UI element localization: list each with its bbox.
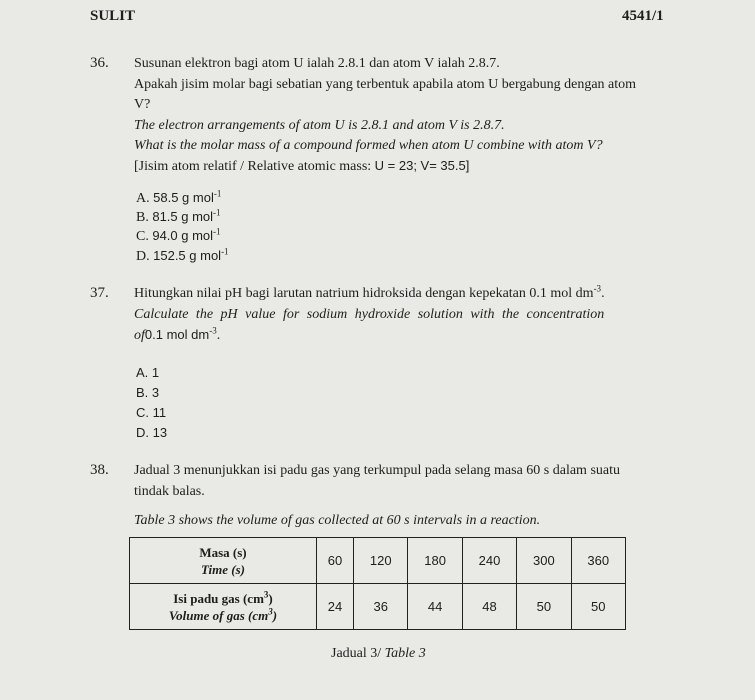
question-36-option-a[interactable] (136, 190, 221, 207)
question-37-option-a[interactable] (136, 365, 159, 380)
option-value: 58.5 g mol (153, 190, 214, 205)
header-english-text: Volume of gas (cm (168, 607, 269, 623)
header-paper-code: 4541/1 (622, 8, 664, 24)
question-37-option-b[interactable] (136, 385, 159, 400)
option-value: 152.5 g mol (153, 248, 222, 263)
table-caption (331, 646, 426, 662)
question-38-number: 38. (90, 462, 109, 478)
header-malay: Masa (s) (199, 544, 247, 560)
question-36-malay-line2: Apakah jisim molar bagi sebatian yang terbentuk apabila atom U bergabung dengan atom (134, 77, 637, 92)
table-header-time (130, 538, 317, 584)
question-38-malay-line1: Jadual 3 menunjukkan isi padu gas yang terkumpul pada selang masa 60 s dalam suatu (134, 463, 621, 478)
option-letter: B. (136, 210, 149, 225)
table-row-time (130, 538, 626, 584)
caption-english: Table 3 (384, 646, 426, 661)
table-cell-time: 60 (317, 538, 354, 584)
option-value: 13 (152, 425, 168, 440)
question-36-relative-atomic-mass (134, 158, 469, 175)
table-cell-time: 300 (517, 538, 571, 584)
option-exponent: -1 (213, 226, 221, 237)
ram-label: [Jisim atom relatif / Relative atomic mass: (134, 159, 372, 174)
table-cell-time: 180 (408, 538, 462, 584)
option-letter: C. (136, 405, 149, 420)
table-cell-volume: 50 (517, 584, 571, 630)
table-cell-volume: 48 (462, 584, 516, 630)
question-36-english-line1: The electron arrangements of atom U is 2.8.1 and atom V is 2.8.7. (134, 118, 505, 133)
question-36-option-d[interactable] (136, 248, 229, 265)
option-letter: A. (136, 191, 150, 206)
question-37-option-d[interactable] (136, 425, 167, 440)
table-cell-volume: 36 (354, 584, 408, 630)
table-cell-time: 120 (354, 538, 408, 584)
question-37-english-line1: Calculate the pH value for sodium hydroxide solution with the concentration (134, 307, 605, 322)
table-cell-volume: 44 (408, 584, 462, 630)
table-header-volume (130, 584, 317, 630)
english-prefix: of (134, 328, 145, 343)
question-36-english-line2: What is the molar mass of a compound formed when atom U combine with atom V? (134, 138, 603, 153)
question-38-english-line1: Table 3 shows the volume of gas collected at 60 s intervals in a reaction. (134, 513, 541, 528)
option-value: 94.0 g mol (152, 228, 214, 243)
option-value: 11 (152, 405, 167, 420)
option-exponent: -1 (213, 188, 222, 199)
question-36-number: 36. (90, 55, 109, 71)
option-value: 1 (151, 365, 160, 380)
question-36-malay-line1: Susunan elektron bagi atom U ialah 2.8.1 dan atom V ialah 2.8.7. (134, 56, 500, 71)
option-exponent: -1 (213, 207, 221, 218)
question-37-english-line2: of0.1 mol $dm^{-3}$. (134, 325, 221, 343)
question-36-option-b[interactable] (136, 209, 221, 226)
question-38-malay-line2: tindak balas. (134, 484, 205, 499)
gas-volume-table (129, 537, 626, 630)
concentration-value: 0.1 mol dm (144, 327, 210, 342)
header-sulit: SULIT (90, 8, 136, 24)
option-value: 3 (151, 385, 160, 400)
option-letter: A. (136, 365, 149, 380)
option-exponent: -1 (221, 246, 229, 257)
question-36-option-c[interactable] (136, 228, 221, 245)
caption-malay: Jadual 3/ (331, 646, 382, 661)
unit-exponent: -3 (593, 283, 602, 294)
question-37-number: 37. (90, 285, 109, 301)
option-value: 81.5 g mol (152, 209, 214, 224)
table-cell-time: 360 (571, 538, 625, 584)
header-english: Time (s) (201, 561, 245, 577)
ram-values: U = 23; V= 35.5] (374, 158, 470, 173)
header-malay: Isi padu gas $(cm^3)$ (173, 589, 273, 606)
header-english: Volume of gas $(cm^3)$ (168, 606, 278, 623)
table-row-volume (130, 584, 626, 630)
table-cell-volume: 24 (317, 584, 354, 630)
question-37-malay-text: Hitungkan nilai pH bagi larutan natrium hidroksida dengan kepekatan 0.1 mol dm (134, 286, 594, 301)
table-cell-volume: 50 (571, 584, 625, 630)
unit-exponent: -3 (209, 325, 217, 336)
header-malay-text: Isi padu gas (cm (173, 590, 264, 606)
question-37-option-c[interactable] (136, 405, 166, 420)
option-letter: C. (136, 229, 149, 244)
option-letter: D. (136, 249, 150, 264)
cube-exponent: 3 (268, 606, 273, 617)
option-letter: B. (136, 385, 149, 400)
question-37-malay-line1: Hitungkan nilai pH bagi larutan natrium hidroksida dengan kepekatan 0.1 mol $dm^{-3}$. (134, 283, 605, 301)
question-36-malay-line3: V? (134, 97, 151, 112)
cube-exponent: 3 (263, 589, 269, 600)
option-letter: D. (136, 425, 149, 440)
table-cell-time: 240 (462, 538, 516, 584)
